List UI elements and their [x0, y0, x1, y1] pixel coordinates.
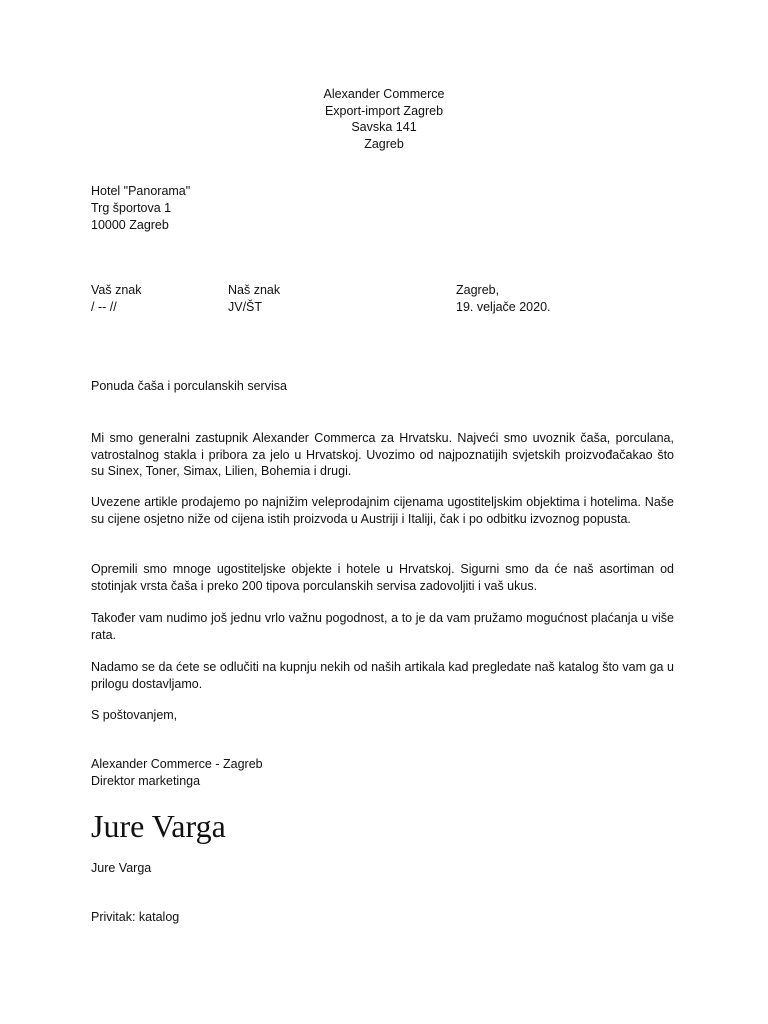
- closing-salutation: S poštovanjem,: [91, 708, 178, 722]
- attachment-note: Privitak: katalog: [91, 910, 180, 924]
- your-reference: [91, 282, 142, 316]
- your-reference-value: / -- //: [91, 300, 117, 314]
- body-paragraph: Uvezene artikle prodajemo po najnižim veleprodajnim cijenama ugostiteljskim objektima i hotelima. Naše su cijene osjetno niže od cijena istih proizvoda u Austriji i Italiji, čak i po odbitku izvoznog popusta.: [91, 495, 674, 526]
- recipient-street: Trg športova 1: [91, 201, 172, 215]
- sender-department: Export-import Zagreb: [324, 103, 444, 118]
- body-paragraph: Također vam nudimo još jednu vrlo važnu pogodnost, a to je da vam pružamo mogućnost plaćanja u više rata.: [91, 611, 674, 642]
- signer-name: Jure Varga: [91, 861, 152, 875]
- sender-street: Savska 141: [351, 120, 417, 134]
- recipient-name: Hotel "Panorama": [91, 184, 191, 198]
- our-reference-label: Naš znak: [228, 283, 281, 297]
- handwritten-signature: Jure Varga: [91, 808, 226, 844]
- letter-date: 19. veljače 2020.: [456, 300, 551, 314]
- body-paragraph: Mi smo generalni zastupnik Alexander Commerca za Hrvatsku. Najveći smo uvoznik čaša, porculana, vatrostalnog stakla i pribora za jelo u Hrvatskoj. Uvozimo od najpoznatijih svjetskih proizvođačakao što su Sinex, Toner, Simax, Lilien, Bohemia i drugi.: [91, 431, 674, 478]
- letter-subject: Ponuda čaša i porculanskih servisa: [91, 379, 287, 393]
- recipient-address: [91, 183, 190, 234]
- your-reference-label: Vaš znak: [91, 283, 142, 297]
- signer-company: Alexander Commerce - Zagreb: [91, 757, 263, 771]
- place-and-date: [456, 282, 551, 316]
- signer-block: [91, 756, 263, 790]
- sender-city: Zagreb: [364, 136, 404, 151]
- our-reference-value: JV/ŠT: [228, 300, 263, 314]
- body-paragraph: Nadamo se da ćete se odlučiti na kupnju nekih od naših artikala kad pregledate naš katalog što vam ga u prilogu dostavljamo.: [91, 660, 674, 691]
- body-paragraph: Opremili smo mnoge ugostiteljske objekte i hotele u Hrvatskoj. Sigurni smo da će naš asortiman od stotinjak vrsta čaša i preko 200 tipova porculanskih servisa zadovoljiti i vaš ukus.: [91, 562, 674, 593]
- signer-title: Direktor marketinga: [91, 774, 201, 788]
- our-reference: [228, 282, 280, 316]
- letter-place: Zagreb,: [456, 283, 500, 297]
- recipient-city: 10000 Zagreb: [91, 218, 169, 232]
- sender-company: Alexander Commerce: [323, 87, 445, 101]
- sender-address: [0, 86, 768, 152]
